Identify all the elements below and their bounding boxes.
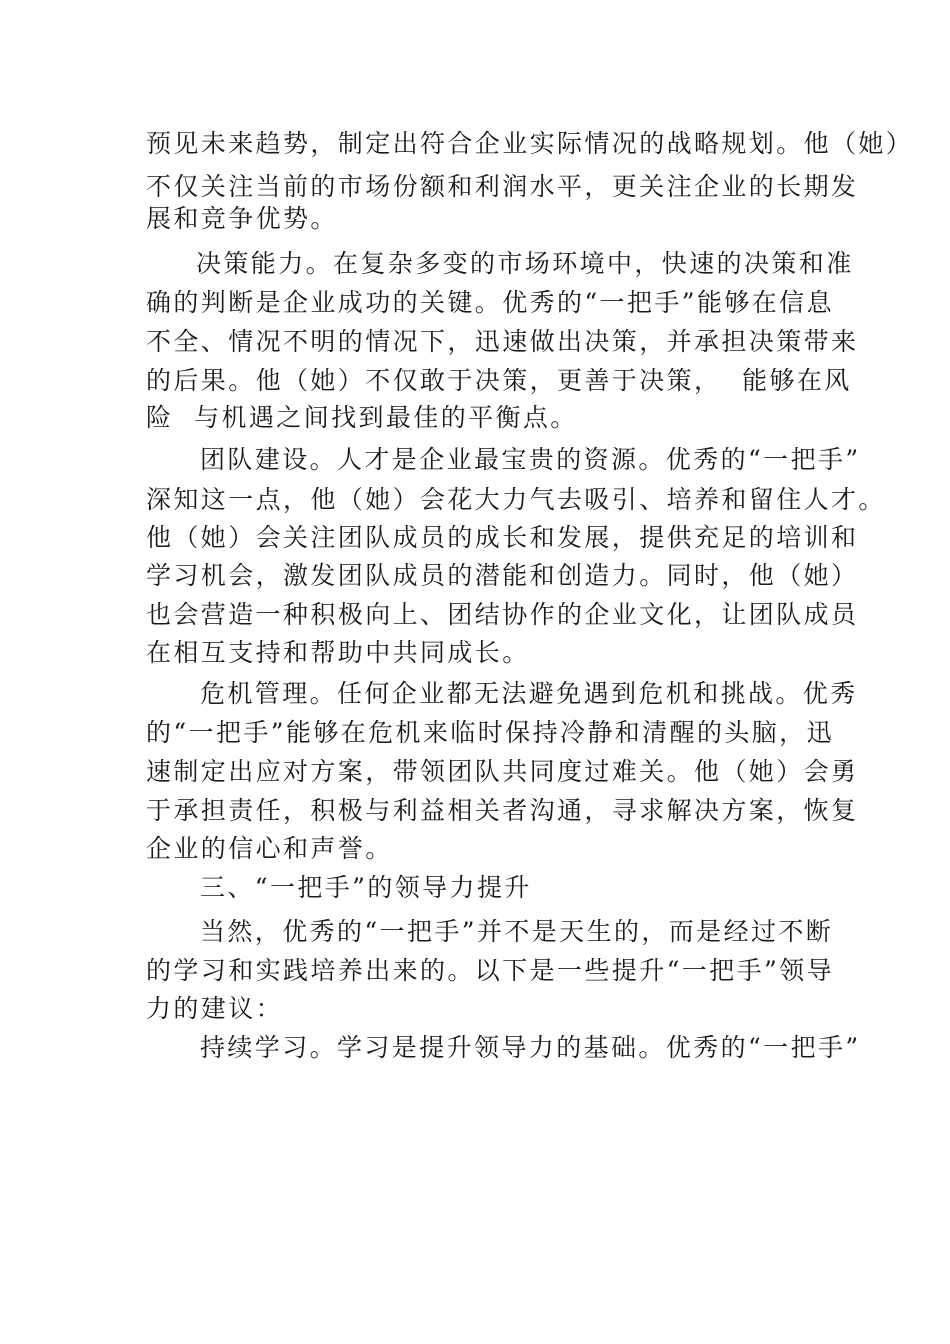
text-line: 也会营造一种积极向上、团结协作的企业文化，让团队成员 <box>146 600 859 629</box>
text-line: 深知这一点，他（她）会花大力气去吸引、培养和留住人才。 <box>146 485 886 514</box>
section-heading: 三、“一把手”的领导力提升 <box>200 873 532 902</box>
text-line: 展和竞争优势。 <box>146 204 338 233</box>
text-line: 决策能力。在复杂多变的市场环境中，快速的决策和准 <box>196 249 854 278</box>
text-line: 不仅关注当前的市场份额和利润水平，更关注企业的长期发 <box>146 172 859 201</box>
text-line: 在相互支持和帮助中共同成长。 <box>146 638 530 667</box>
text-line: 他（她）会关注团队成员的成长和发展，提供充足的培训和 <box>146 523 859 552</box>
text-line: 学习机会，激发团队成员的潜能和创造力。同时，他（她） <box>146 561 859 590</box>
text-line: 的学习和实践培养出来的。以下是一些提升“一把手”领导 <box>146 956 834 985</box>
text-line: 的后果。他（她）不仅敢于决策，更善于决策， 能够在风 <box>146 366 852 395</box>
text-line: 力的建议： <box>146 994 284 1023</box>
text-line: 持续学习。学习是提升领导力的基础。优秀的“一把手” <box>200 1033 861 1062</box>
text-line: 不全、情况不明的情况下，迅速做出决策，并承担决策带来 <box>146 327 859 356</box>
text-line: 速制定出应对方案，带领团队共同度过难关。他（她）会勇 <box>146 757 859 786</box>
text-line: 险 与机遇之间找到最佳的平衡点。 <box>146 403 578 432</box>
text-line: 企业的信心和声誉。 <box>146 834 393 863</box>
text-line: 于承担责任，积极与利益相关者沟通，寻求解决方案，恢复 <box>146 796 859 825</box>
text-line: 团队建设。人才是企业最宝贵的资源。优秀的“一把手” <box>200 445 861 474</box>
text-line: 的“一把手”能够在危机来临时保持冷静和清醒的头脑，迅 <box>146 718 834 747</box>
text-line: 危机管理。任何企业都无法避免遇到危机和挑战。优秀 <box>200 679 858 708</box>
text-line: 预见未来趋势，制定出符合企业实际情况的战略规划。他（她） <box>146 129 914 158</box>
text-line: 当然，优秀的“一把手”并不是天生的，而是经过不断 <box>200 917 834 946</box>
text-line: 确的判断是企业成功的关键。优秀的“一把手”能够在信息 <box>146 288 834 317</box>
